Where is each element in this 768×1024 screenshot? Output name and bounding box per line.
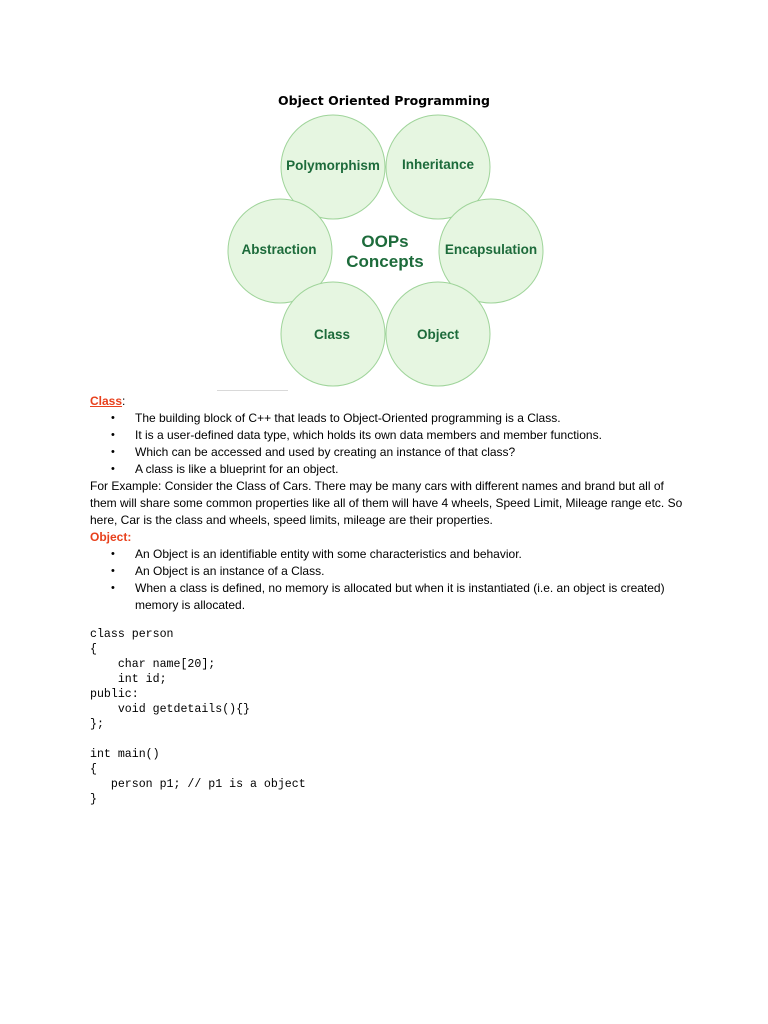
concept-label-class: Class (313, 327, 351, 342)
class-example-paragraph: For Example: Consider the Class of Cars. There may be many cars with different names and brand but all of them will share some common properties like all of them will have 4 wheels, Speed Limit, Mileage range etc. So here, Car is the class and wheels, speed limits, mileage are their properties. (90, 479, 683, 527)
concept-label-inheritance: Inheritance (401, 157, 475, 172)
list-item: • The building block of C++ that leads to Object-Oriented programming is a Class. (90, 410, 690, 427)
center-label-line2: Concepts (346, 252, 424, 271)
class-heading-colon: : (122, 394, 126, 408)
list-item: • An Object is an identifiable entity with some characteristics and behavior. (90, 546, 690, 563)
class-heading-row (90, 393, 690, 410)
class-heading: Class (90, 394, 123, 408)
object-bullet-list (90, 546, 690, 614)
center-label-line1: OOPs (361, 232, 409, 251)
oops-concepts-diagram (0, 0, 768, 400)
diagram-title: Object Oriented Programming (278, 93, 490, 108)
object-heading: Object: (90, 530, 132, 544)
list-item: • It is a user-defined data type, which holds its own data members and member functions. (90, 427, 690, 444)
concept-label-object: Object (416, 327, 460, 342)
list-item: • A class is like a blueprint for an object. (90, 461, 690, 478)
separator-line (217, 390, 288, 391)
concept-label-abstraction: Abstraction (241, 242, 317, 257)
list-item: • An Object is an instance of a Class. (90, 563, 690, 580)
code-block: class person { char name[20]; int id; public: void getdetails(){} }; int main() { person p1; // p1 is a object } (90, 628, 306, 806)
list-item: • When a class is defined, no memory is allocated but when it is instantiated (i.e. an object is created) memory is allocated. (90, 580, 690, 614)
class-bullet-list (90, 410, 690, 478)
concept-label-encapsulation: Encapsulation (444, 242, 538, 257)
list-item: • Which can be accessed and used by creating an instance of that class? (90, 444, 690, 461)
document-body (90, 393, 690, 614)
concept-label-polymorphism: Polymorphism (286, 158, 380, 173)
